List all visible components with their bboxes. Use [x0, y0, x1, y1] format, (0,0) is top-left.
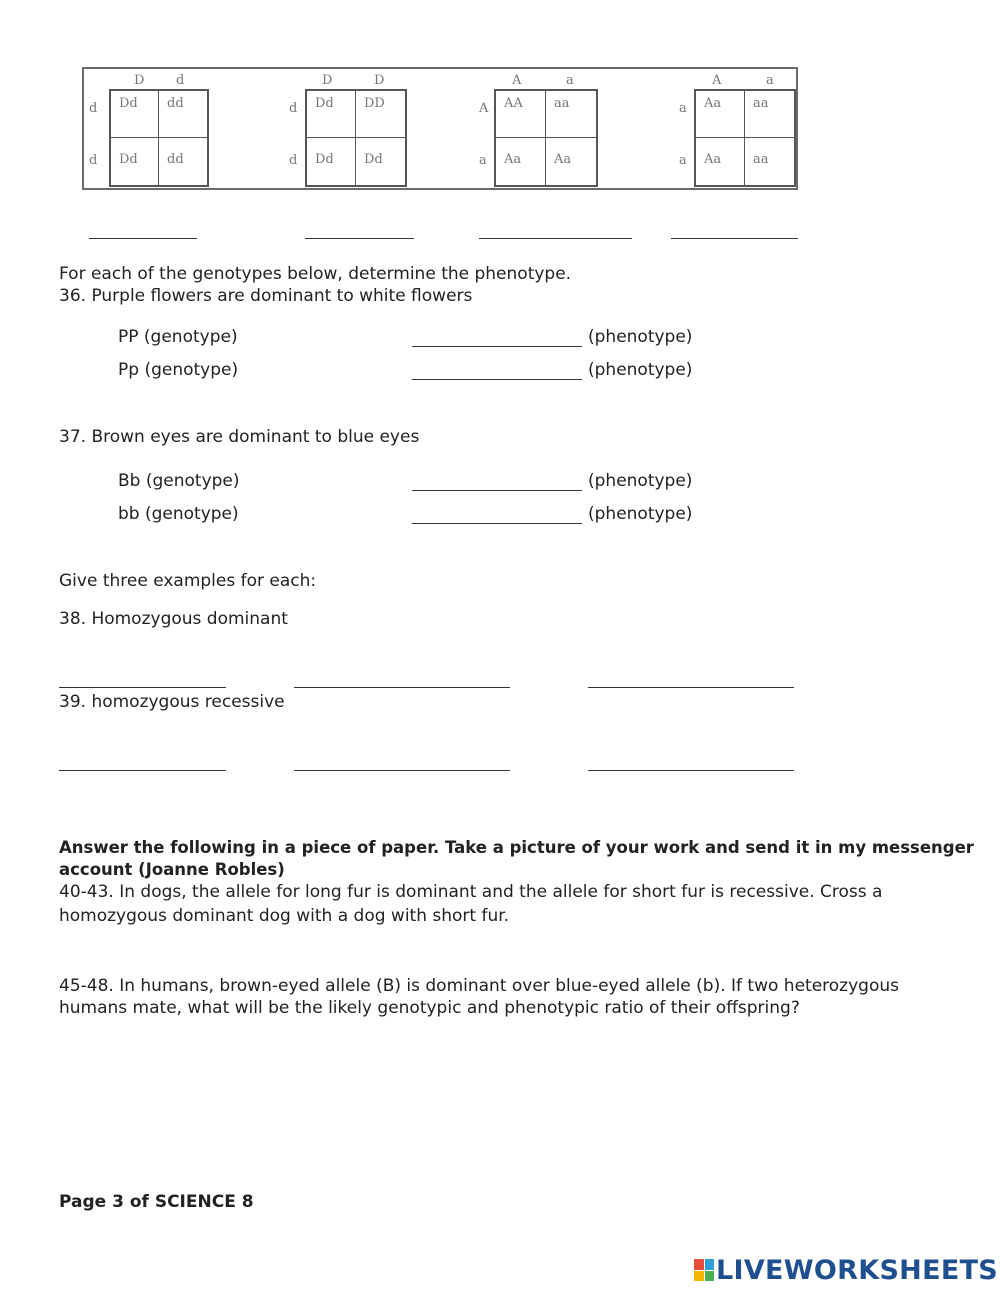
side-allele: d — [89, 153, 98, 168]
top-allele: a — [766, 73, 774, 88]
logo-text: LIVEWORKSHEETS — [716, 1254, 999, 1286]
phenotype-blank[interactable] — [412, 490, 582, 491]
punnett-cell: Aa — [496, 138, 546, 185]
question-45-48: 45-48. In humans, brown-eyed allele (B) is dominant over blue-eyed allele (b). If two heterozygous — [59, 976, 899, 996]
answer-blank[interactable] — [671, 238, 798, 239]
example-blank[interactable] — [588, 770, 794, 771]
answer-blank[interactable] — [89, 238, 197, 239]
punnett-square-4 — [674, 69, 798, 188]
punnett-square-2 — [284, 69, 434, 188]
top-allele: d — [176, 73, 185, 88]
punnett-cell: Aa — [696, 91, 745, 138]
top-allele: D — [322, 73, 333, 88]
liveworksheets-logo — [694, 1256, 998, 1284]
phenotype-label: (phenotype) — [588, 327, 693, 347]
phenotype-label: (phenotype) — [588, 471, 693, 491]
genotype-label: PP (genotype) — [118, 327, 238, 347]
punnett-cell: aa — [546, 91, 596, 138]
question-37: 37. Brown eyes are dominant to blue eyes — [59, 427, 420, 447]
genotype-label: bb (genotype) — [118, 504, 239, 524]
punnett-cell: Dd — [111, 138, 159, 185]
question-36: 36. Purple flowers are dominant to white flowers — [59, 286, 473, 306]
side-allele: a — [479, 153, 487, 168]
paper-task-heading: Answer the following in a piece of paper. Take a picture of your work and send it in my messenger — [59, 838, 974, 857]
punnett-cell: Dd — [364, 152, 383, 167]
side-allele: d — [89, 101, 98, 116]
punnett-cell: aa — [745, 91, 794, 138]
question-45-48-cont: humans mate, what will be the likely genotypic and phenotypic ratio of their offspring? — [59, 998, 800, 1018]
phenotype-label: (phenotype) — [588, 360, 693, 380]
punnett-cell: Dd — [307, 138, 356, 185]
punnett-cell: AA — [496, 91, 546, 138]
punnett-cell: dd — [167, 152, 184, 167]
punnett-cell: Dd — [307, 91, 356, 138]
paper-task-heading-cont: account (Joanne Robles) — [59, 860, 285, 879]
example-blank[interactable] — [294, 770, 510, 771]
punnett-cell: Aa — [696, 138, 745, 185]
top-allele: D — [134, 73, 145, 88]
answer-blank[interactable] — [305, 238, 414, 239]
question-39: 39. homozygous recessive — [59, 692, 285, 712]
punnett-cell: Dd — [111, 91, 159, 138]
side-allele: d — [289, 101, 298, 116]
phenotype-blank[interactable] — [412, 523, 582, 524]
genotype-label: Pp (genotype) — [118, 360, 239, 380]
page-footer: Page 3 of SCIENCE 8 — [59, 1192, 254, 1212]
punnett-cell: dd — [159, 91, 207, 138]
side-allele: A — [479, 101, 489, 116]
examples-instructions: Give three examples for each: — [59, 571, 317, 591]
punnett-square-strip — [82, 67, 798, 190]
side-allele: a — [679, 153, 687, 168]
punnett-cell: Aa — [554, 152, 572, 167]
punnett-square-3 — [474, 69, 604, 188]
top-allele: a — [566, 73, 574, 88]
side-allele: d — [289, 153, 298, 168]
example-blank[interactable] — [59, 770, 226, 771]
phenotype-label: (phenotype) — [588, 504, 693, 524]
punnett-square-1 — [84, 69, 234, 188]
example-blank[interactable] — [294, 687, 510, 688]
phenotype-blank[interactable] — [412, 346, 582, 347]
answer-blank[interactable] — [479, 238, 632, 239]
example-blank[interactable] — [59, 687, 226, 688]
example-blank[interactable] — [588, 687, 794, 688]
top-allele: A — [712, 73, 722, 88]
phenotype-blank[interactable] — [412, 379, 582, 380]
top-allele: A — [512, 73, 522, 88]
question-38: 38. Homozygous dominant — [59, 609, 288, 629]
punnett-cell: aa — [753, 152, 769, 167]
question-40-43-cont: homozygous dominant dog with a dog with short fur. — [59, 906, 510, 926]
phenotype-instructions: For each of the genotypes below, determine the phenotype. — [59, 264, 572, 284]
question-40-43: 40-43. In dogs, the allele for long fur is dominant and the allele for short fur is recessive. Cross a — [59, 882, 883, 902]
logo-badge-icon — [694, 1259, 714, 1281]
genotype-label: Bb (genotype) — [118, 471, 240, 491]
punnett-cell: DD — [356, 91, 405, 138]
top-allele: D — [374, 73, 385, 88]
side-allele: a — [679, 101, 687, 116]
